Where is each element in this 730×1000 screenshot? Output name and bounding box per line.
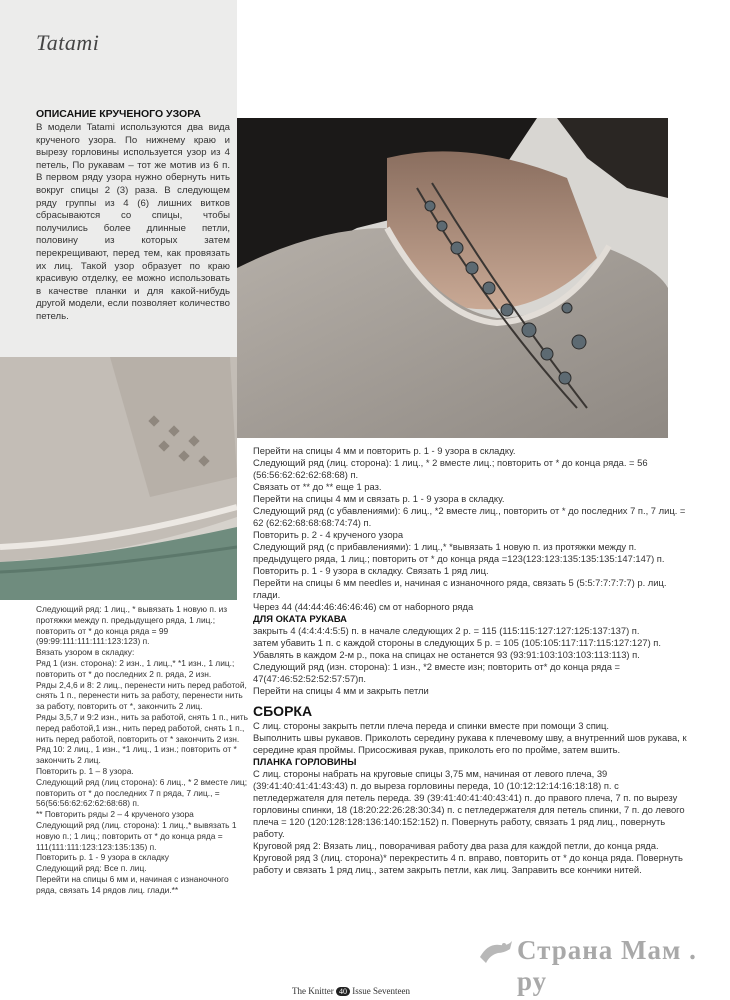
left-para: Ряды 3,5,7 и 9:2 изн., нить за работой, снять 1 п., нить перед работой,1 изн., нить перед работой, снять 1 п., нить перед работой, повторить от * закончить 2 изн.: [36, 711, 248, 744]
left-para: Ряды 2,4,6 и 8: 2 лиц., перенести нить перед работой, снять 1 п., перенести нить за работу, перенести нить за работу, повторить от *, закончить 2 лиц.: [36, 679, 247, 712]
magazine-name: The Knitter: [292, 986, 334, 996]
right-para: Убавлять в каждом 2-м р., пока на спицах не останется 93 (93:91:103:103:103:113:113) п.: [253, 649, 640, 660]
left-para: Следующий ряд: 1 лиц., * вывязать 1 новую п. из протяжки между п. предыдущего ряда, 1 лиц.; повторить от * до конца ряда = 99 (99:99:111:111:111:123:123) п.: [36, 604, 228, 647]
right-text-column: [253, 445, 688, 876]
intro-body: В модели Tatami используются два вида крученого узора. По нижнему краю и вырезу горловины используется узор из 4 петель, По рукавам – тот же мотив из 6 п. В первом ряду узора нужно обернуть нить вокруг спицы 2 (3) раза. В следующем ряду группы из 4 (6) лишних витков сбрасываются со спицы, чтобы получились более длинные петли, половину из которых затем перекрещивают, перед тем, как провязать их лиц. Такой узор образует по краю красивую отделку, ее можно использовать в качестве планки и для какой-нибудь другой модели, если позволяет количество петель.: [36, 122, 230, 322]
intro-block: [36, 108, 230, 324]
right-para: С лиц. стороны набрать на круговые спицы 3,75 мм, начиная от левого плеча, 39 (39:41:40:41:41:43:43) п. до выреза горловины переда, 10 (10:12:12:14:16:18:18) п. с петледержателя для петель переда. 39 (39:41:40:41:40:43:41) п. до правого плеча, 7 п. по вырезу горловины спинки, 18 (18:20:22:26:28:30:34) п. с петледержателя для петель спинки, 7 п. до левого плеча = 120 (120:128:128:136:140:152:152) п. Повернуть работу, связать 1 ряд лиц., повернуть работу.: [253, 768, 685, 839]
right-para: Следующий ряд (с убавлениями): 6 лиц., *2 вместе лиц., повторить от * до последних 7 п., 7 лиц. = 62 (62:62:68:68:68:74:74) п.: [253, 505, 686, 528]
left-para: Следующий ряд (лиц. сторона): 1 лиц.,* вывязать 1 новую п.; 1 лиц.; повторить от * до конца ряда = 111(111:111:123:123:135:135) п.: [36, 819, 237, 852]
right-para: Повторить р. 2 - 4 крученого узора: [253, 529, 404, 540]
right-para: Круговой ряд 3 (лиц. сторона)* перекрестить 4 п. вправо, повторить от * до конца ряда. Повернуть работу и связать 1 ряд лиц., затем закрыть петли, как лиц. Заправить все кончики нитей.: [253, 852, 683, 875]
stork-logo-icon: [478, 937, 514, 967]
photo-left-illustration: [0, 357, 237, 600]
photo-woman-necklace: [237, 118, 668, 438]
left-para: Перейти на спицы 6 мм и, начиная с изнаночного ряда, связать 14 рядов лиц. глади.**: [36, 873, 229, 895]
issue-label: Issue Seventeen: [352, 986, 410, 996]
right-para: Перейти на спицы 4 мм и закрыть петли: [253, 685, 429, 696]
right-para: Следующий ряд (лиц. сторона): 1 лиц., * 2 вместе лиц.; повторить от * до конца ряда. = 56 (56:56:62:62:62:68:68) п.: [253, 457, 648, 480]
right-para: С лиц. стороны закрыть петли плеча переда и спинки вместе при помощи 3 спиц.: [253, 720, 610, 731]
page-number: 40: [336, 987, 350, 996]
right-para: закрыть 4 (4:4:4:4:5:5) п. в начале следующих 2 р. = 115 (115:115:127:127:125:137:137) п.: [253, 625, 640, 636]
right-para: Следующий ряд (с прибавлениями): 1 лиц.,* *вывязать 1 новую п. из протяжки между п. предыдущего ряда, 1 лиц.; повторить от * до конца ряда =123(123:123:135:135:135:147:147) п.: [253, 541, 665, 564]
left-text-column: [36, 604, 248, 896]
site-watermark: Страна Мам . ру: [517, 935, 697, 996]
right-para: Перейти на спицы 4 мм и повторить р. 1 - 9 узора в складку.: [253, 445, 516, 456]
right-para: Через 44 (44:44:46:46:46:46) см от наборного ряда: [253, 601, 474, 612]
left-para: Повторить р. 1 - 9 узора в складку: [36, 852, 169, 863]
neckband-subheading: ПЛАНКА ГОРЛОВИНЫ: [253, 756, 357, 767]
photo-sleeve-detail: [0, 357, 237, 600]
right-para: Выполнить швы рукавов. Приколоть середину рукава к плечевому шву, а внутренний шов рукава, к середине края проймы. Присосживая рукав, приколоть его по пройме, затем вшить.: [253, 732, 687, 755]
left-para: Повторить р. 1 – 8 узора.: [36, 765, 134, 776]
right-para: Перейти на спицы 6 мм needles и, начиная с изнаночного ряда, связать 5 (5:5:7:7:7:7:7) р. лиц. глади.: [253, 577, 667, 600]
right-para: Круговой ряд 2: Вязать лиц., поворачивая работу два раза для каждой петли, до конца ряда.: [253, 840, 659, 851]
right-para: Следующий ряд (изн. сторона): 1 изн., *2 вместе изн; повторить от* до конца ряда = 47(47:46:52:52:52:57:57)п.: [253, 661, 621, 684]
page-footer: [292, 986, 410, 996]
right-para: затем убавить 1 п. с каждой стороны в следующих 5 р. = 105 (105:105:117:117:115:127:127) п.: [253, 637, 661, 648]
intro-heading: ОПИСАНИЕ КРУЧЕНОГО УЗОРА: [36, 108, 201, 120]
left-para: Следующий ряд (лиц сторона): 6 лиц., * 2 вместе лиц; повторить от * до последних 7 п ряда, 7 лиц., = 56(56:56:62:62:62:68:68) п.: [36, 776, 248, 809]
left-para: ** Повторить ряды 2 – 4 крученого узора: [36, 809, 194, 820]
photo-top-illustration: [237, 118, 668, 438]
right-para: Повторить р. 1 - 9 узора в складку. Связать 1 ряд лиц.: [253, 565, 489, 576]
sleeve-cap-subheading: ДЛЯ ОКАТА РУКАВА: [253, 613, 347, 624]
left-para: Ряд 1 (изн. сторона): 2 изн., 1 лиц.,* *1 изн., 1 лиц.; повторить от * до последних 2 п. ряда, 2 изн.: [36, 657, 235, 679]
right-para: Перейти на спицы 4 мм и связать р. 1 - 9 узора в складку.: [253, 493, 505, 504]
left-para: Вязать узором в складку:: [36, 647, 135, 658]
left-para: Ряд 10: 2 лиц., 1 изн., *1 лиц., 1 изн.; повторить от * закончить 2 лиц.: [36, 744, 237, 766]
assembly-heading: СБОРКА: [253, 703, 313, 719]
left-para: Следующий ряд: Все п. лиц.: [36, 863, 147, 874]
right-para: Связать от ** до ** еще 1 раз.: [253, 481, 382, 492]
page-title: Tatami: [36, 30, 100, 55]
